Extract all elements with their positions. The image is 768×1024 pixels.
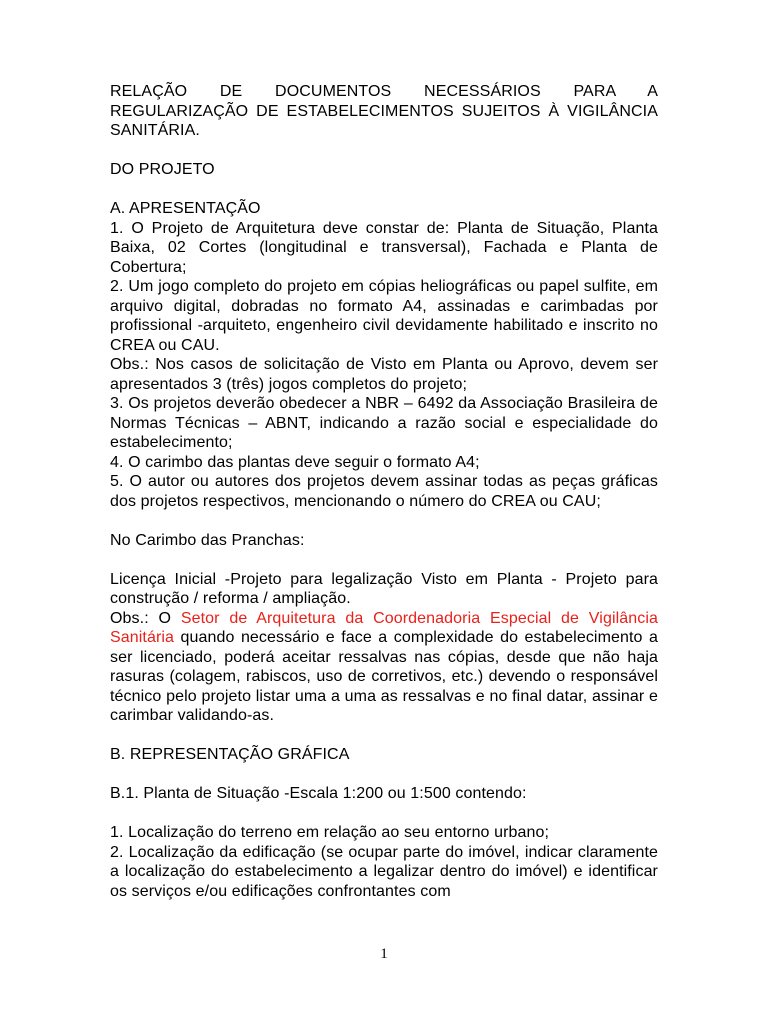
spacer <box>110 511 658 531</box>
carimbo-obs <box>110 609 658 726</box>
carimbo-obs-rest: quando necessário e face a complexidade do estabelecimento a ser licenciado, poderá aceitar ressalvas nas cópias, desde que não haja rasuras (colagem, rabiscos, uso de corretivos, etc.) devendo o responsável técnico pelo projeto listar uma a uma as ressalvas e no final datar, assinar e carimbar validando-as. <box>110 629 658 724</box>
document-body <box>110 82 658 901</box>
section-heading-projeto: DO PROJETO <box>110 161 215 178</box>
section-b1-item-2: 2. Localização da edificação (se ocupar parte do imóvel, indicar claramente a localização do estabelecimento a legalizar dentro do imóvel) e identificar os serviços e/ou edificações confrontantes com <box>110 843 658 900</box>
document-title: RELAÇÃO DE DOCUMENTOS NECESSÁRIOS PARA A REGULARIZAÇÃO DE ESTABELECIMENTOS SUJEITOS À VIGILÂNCIA SANITÁRIA. <box>110 83 658 139</box>
spacer <box>110 180 658 200</box>
spacer <box>110 765 658 785</box>
page-number: 1 <box>380 946 388 962</box>
section-b1-item-1: 1. Localização do terreno em relação ao seu entorno urbano; <box>110 824 550 841</box>
section-a-item-5: 5. O autor ou autores dos projetos devem assinar todas as peças gráficas dos projetos respectivos, mencionando o número do CREA ou CAU; <box>110 473 658 510</box>
section-a-item-3: 3. Os projetos deverão obedecer a NBR – 6492 da Associação Brasileira de Normas Técnicas – ABNT, indicando a razão social e especialidade do estabelecimento; <box>110 395 658 451</box>
section-a-obs: Obs.: Nos casos de solicitação de Visto em Planta ou Aprovo, devem ser apresentados 3 (três) jogos completos do projeto; <box>110 356 658 393</box>
spacer <box>110 141 658 161</box>
carimbo-licenca: Licença Inicial -Projeto para legalização Visto em Planta - Projeto para construção / reforma / ampliação. <box>110 570 658 607</box>
spacer <box>110 550 658 570</box>
carimbo-heading: No Carimbo das Pranchas: <box>110 531 305 549</box>
section-a-item-2: 2. Um jogo completo do projeto em cópias heliográficas ou papel sulfite, em arquivo digital, dobradas no formato A4, assinadas e carimbadas por profissional -arquiteto, engenheiro civil devidamente habilitado e inscrito no CREA ou CAU. <box>110 278 658 354</box>
section-a-heading: A. APRESENTAÇÃO <box>110 200 261 217</box>
carimbo-obs-prefix: Obs.: O <box>110 609 181 627</box>
spacer <box>110 726 658 746</box>
section-a-item-1: 1. O Projeto de Arquitetura deve constar de: Planta de Situação, Planta Baixa, 02 Cortes (longitudinal e transversal), Fachada e Planta de Cobertura; <box>110 219 658 276</box>
carimbo-obs-highlight: Setor de Arquitetura da Coordenadoria Especial de Vigilância Sanitária <box>110 609 658 646</box>
section-b-heading: B. REPRESENTAÇÃO GRÁFICA <box>110 746 350 763</box>
section-b1-heading: B.1. Planta de Situação -Escala 1:200 ou 1:500 contendo: <box>110 785 527 802</box>
section-a-item-4: 4. O carimbo das plantas deve seguir o formato A4; <box>110 453 480 471</box>
spacer <box>110 804 658 824</box>
